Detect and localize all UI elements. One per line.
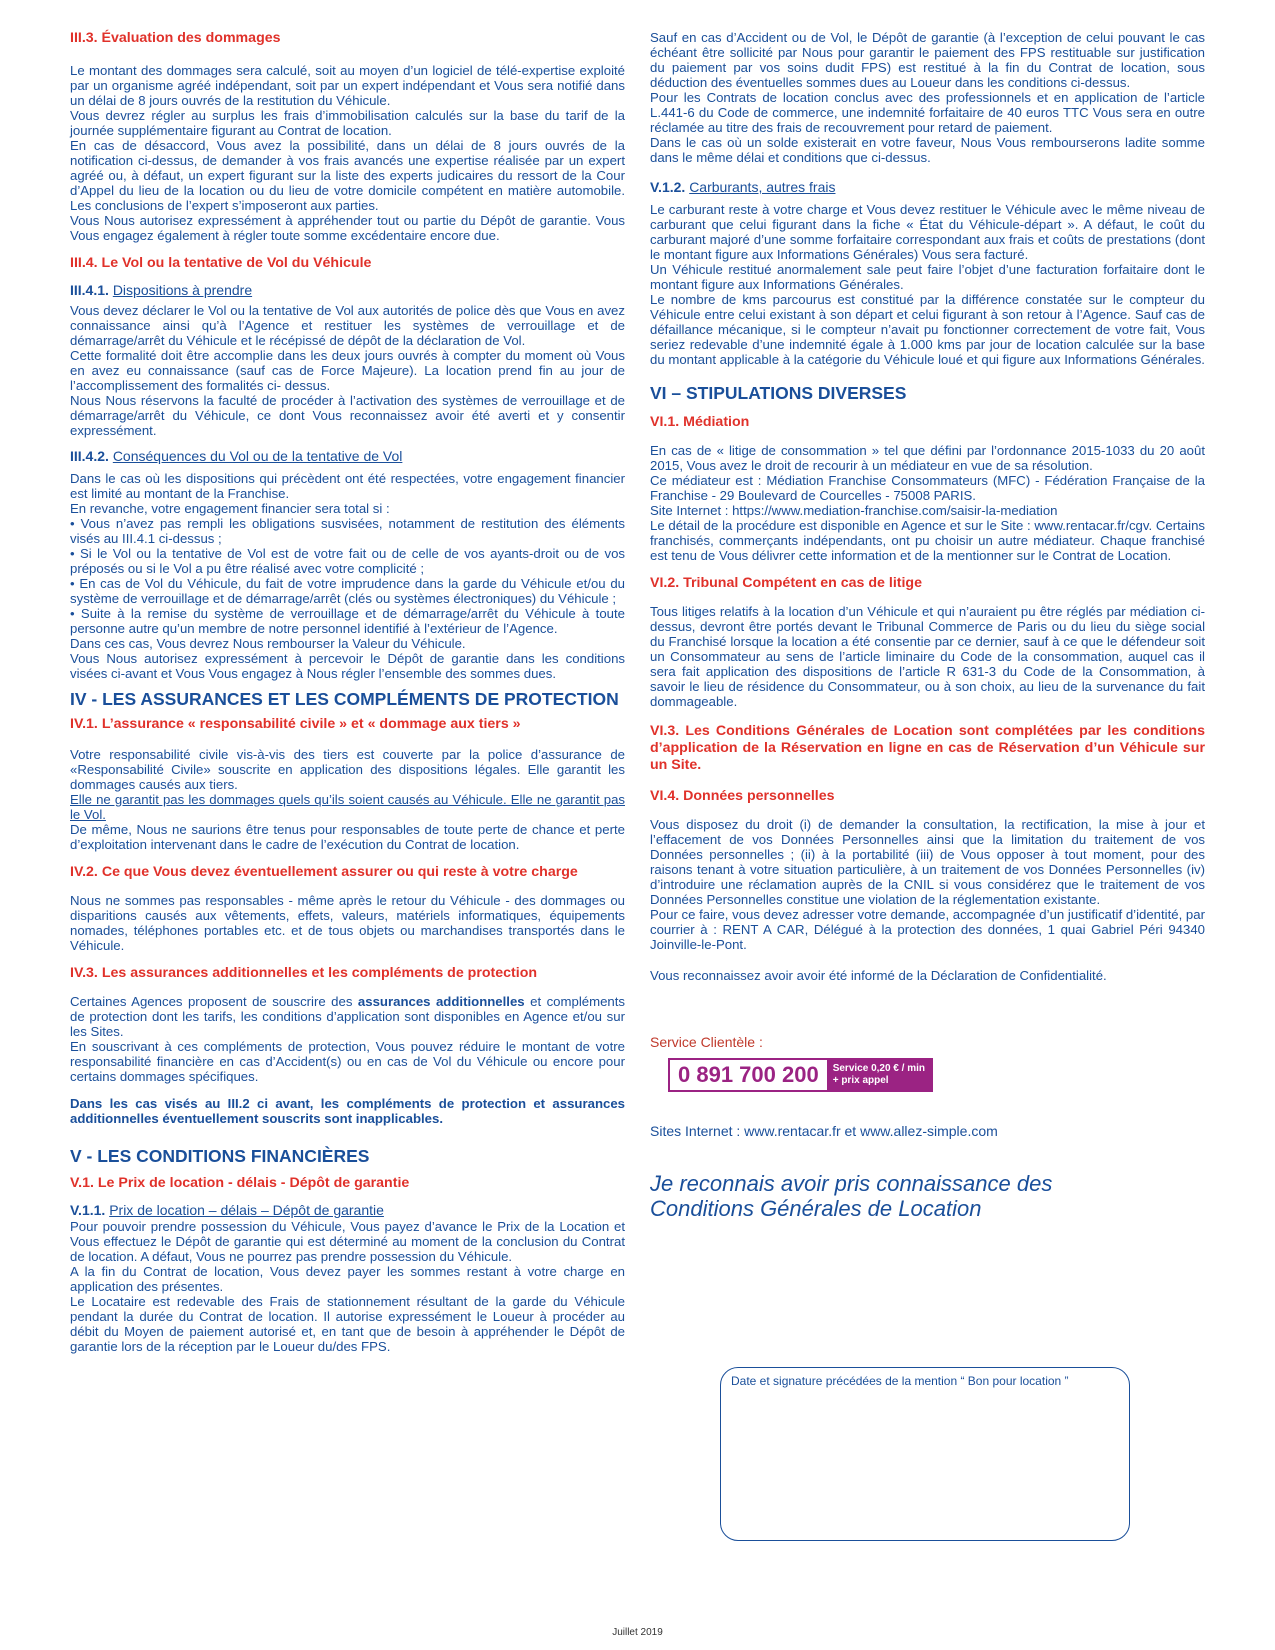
section-title-vi1: VI.1. Médiation: [650, 414, 750, 430]
paragraph: Ce médiateur est : Médiation Franchise Consommateurs (MFC) - Fédération Française de la Franchise - 29 Boulevard de Courcelles - 75008 PARIS.: [650, 473, 1205, 503]
left-column: [70, 30, 625, 1354]
paragraph: A la fin du Contrat de location, Vous devez payer les sommes restant à votre charge en application des présentes.: [70, 1264, 625, 1294]
paragraph: Pour les Contrats de location conclus avec des professionnels et en application de l’article L.441-6 du Code de commerce, une indemnité forfaitaire de 40 euros TTC Vous sera en outre réclamée au titre des frais de recouvrement pour retard de paiement.: [650, 90, 1205, 135]
subsection-title-v12: V.1.2. Carburants, autres frais: [650, 179, 836, 195]
list-item: • Si le Vol ou la tentative de Vol est de votre fait ou de celle de vos ayants-droit ou de vos préposés ou si le Vol a pu être réalisé avec votre complicité ;: [70, 546, 625, 576]
phone-rate: Service 0,20 € / min + prix appel: [827, 1060, 931, 1090]
list-item: • En cas de Vol du Véhicule, du fait de votre imprudence dans la garde du Véhicule et/ou du système de verrouillage et de démarrage/arrêt (clés ou systèmes électroniques) du Véhicule ;: [70, 576, 625, 606]
right-column: [650, 30, 1205, 1221]
confidentiality-text: Vous reconnaissez avoir avoir été informé de la Déclaration de Confidentialité.: [650, 968, 1107, 983]
section-title-v1: V.1. Le Prix de location - délais - Dépôt de garantie: [70, 1175, 410, 1191]
paragraph: Tous litiges relatifs à la location d’un Véhicule et qui n’auraient pu être réglés par médiation ci-dessus, devront être portés devant le Tribunal Commerce de Paris ou du lieu du siège social du Franchisé lorsque la location a été consentie par ce dernier, sauf à ce que le défendeur soit un Consommateur au sens de l’article liminaire du Code de la consommation, auquel cas il sera fait application des dispositions de l’article R 631-3 du Code de la Consommation, à savoir le lieu de résidence du Consommateur, ou à son choix, au lieu de la survenance du fait dommageable.: [650, 604, 1205, 709]
section-heading-iv: IV - LES ASSURANCES ET LES COMPLÉMENTS DE PROTECTION: [70, 689, 619, 709]
paragraph: Dans ces cas, Vous devrez Nous rembourser la Valeur du Véhicule.: [70, 636, 466, 651]
paragraph: De même, Nous ne saurions être tenus pour responsables de toute perte de chance et perte d’exploitation intervenant dans le cadre de l’exécution du Contrat de location.: [70, 822, 625, 852]
section-title-vi4: VI.4. Données personnelles: [650, 788, 835, 804]
paragraph: Nous Nous réservons la faculté de procéder à l’activation des systèmes de verrouillage et de démarrage/arrêt du Véhicule, ce dont Vous reconnaissez avoir été averti et y consentir expressément.: [70, 393, 625, 438]
service-label: Service Clientèle :: [650, 1034, 763, 1050]
signature-label: Date et signature précédées de la mention “ Bon pour location ”: [731, 1374, 1069, 1388]
paragraph: Le montant des dommages sera calculé, soit au moyen d’un logiciel de télé-expertise exploité par un organisme agréé indépendant, soit par un expert indépendant et Vous sera notifié dans un délai de 8 jours ouvrés de la restitution du Véhicule.: [70, 63, 625, 108]
list-item: • Vous n’avez pas rempli les obligations susvisées, notamment de restitution des éléments visés au III.4.1 ci-dessus ;: [70, 516, 625, 546]
paragraph: Le nombre de kms parcourus est constitué par la différence constatée sur le compteur du Véhicule entre celui existant à son départ et celui figurant à son retour à l’Agence. Sauf cas de défaillance mécanique, si le compteur n’avait pu fonctionner correctement de votre fait, Vous seriez redevable d’une indemnité égale à 1.000 kms par jour de location calculée sur la base du montant applicable à la catégorie du Véhicule loué et qui figure aux Informations Générales.: [650, 292, 1205, 367]
section-title-iii3: III.3. Évaluation des dommages: [70, 30, 281, 46]
subsection-title-iii41: III.4.1. Dispositions à prendre: [70, 282, 253, 298]
paragraph: Votre responsabilité civile vis-à-vis des tiers est couverte par la police d’assurance de «Responsabilité Civile» souscrite en application des dispositions légales. Elle garantit les dommages causés aux tiers.: [70, 747, 625, 792]
paragraph: Le détail de la procédure est disponible en Agence et sur le Site : www.rentacar.fr/cgv. Certains franchisés, commerçants indépendants, ont pu choisir un autre médiateur. Chaque franchisé est tenu de Vous délivrer cette information et de la mentionner sur le Contrat de Location.: [650, 518, 1205, 563]
subsection-title-v11: V.1.1. Prix de location – délais – Dépôt de garantie: [70, 1202, 384, 1218]
paragraph-bold: Dans les cas visés au III.2 ci avant, les compléments de protection et assurances additionnelles éventuellement souscrits sont inapplicables.: [70, 1096, 625, 1126]
section-heading-vi: VI – STIPULATIONS DIVERSES: [650, 383, 907, 403]
paragraph: Sauf en cas d’Accident ou de Vol, le Dépôt de garantie (à l’exception de celui pouvant le cas échéant être sollicité par Nous pour garantir le paiement des FPS restituable sur justification du paiement par vos soins dudit FPS) est restitué à la fin du Contrat de location, sous déduction des éventuelles sommes dues au Loueur dans les conditions ci-dessus.: [650, 30, 1205, 90]
paragraph: Vous devrez régler au surplus les frais d’immobilisation calculés sur la base du tarif de la journée supplémentaire figurant au Contrat de location.: [70, 108, 625, 138]
paragraph: Vous Nous autorisez expressément à appréhender tout ou partie du Dépôt de garantie. Vous Vous engagez également à régler toute somme excédentaire encore due.: [70, 213, 625, 243]
section-heading-v: V - LES CONDITIONS FINANCIÈRES: [70, 1146, 370, 1166]
paragraph: Dans le cas où les dispositions qui précèdent ont été respectées, votre engagement financier est limité au montant de la Franchise.: [70, 471, 625, 501]
section-title-iv2: IV.2. Ce que Vous devez éventuellement assurer ou qui reste à votre charge: [70, 864, 578, 880]
section-title-vi2: VI.2. Tribunal Compétent en cas de litige: [650, 575, 922, 591]
paragraph: Pour pouvoir prendre possession du Véhicule, Vous payez d’avance le Prix de la Location et Vous effectuez le Dépôt de garantie qui est déterminé au moment de la conclusion du Contrat de location. A défaut, Vous ne pourrez pas prendre possession du Véhicule.: [70, 1219, 625, 1264]
acknowledgement-line-2: Conditions Générales de Location: [650, 1196, 982, 1221]
paragraph: Site Internet : https://www.mediation-franchise.com/saisir-la-mediation: [650, 503, 1058, 518]
websites-text: Sites Internet : www.rentacar.fr et www.allez-simple.com: [650, 1123, 998, 1139]
acknowledgement-line-1: Je reconnais avoir pris connaissance des: [650, 1171, 1053, 1196]
paragraph: Un Véhicule restitué anormalement sale peut faire l’objet d’une facturation forfaitaire dont le montant figure aux Informations Générales.: [650, 262, 1205, 292]
paragraph: Vous Nous autorisez expressément à percevoir le Dépôt de garantie dans les conditions visées ci-avant et Vous Vous engagez à Nous régler l’ensemble des sommes dues.: [70, 651, 625, 681]
footer-date: Juillet 2019: [612, 1627, 663, 1638]
paragraph: Cette formalité doit être accomplie dans les deux jours ouvrés à compter du moment où Vous en avez eu connaissance (sauf cas de Force Majeure). La location prend fin au jour de l’accomplissement des formalités ci- dessus.: [70, 348, 625, 393]
section-title-iii4: III.4. Le Vol ou la tentative de Vol du Véhicule: [70, 255, 372, 271]
paragraph: Nous ne sommes pas responsables - même après le retour du Véhicule - des dommages ou disparitions causés aux vêtements, effets, valeurs, matériels informatiques, équipements nomades, téléphones portables etc. et de tous objets ou marchandises transportés dans le Véhicule.: [70, 893, 625, 953]
list-item: • Suite à la remise du système de verrouillage et de démarrage/arrêt du Véhicule à toute personne autre qu’un membre de notre personnel identifié à l’extérieur de l’Agence.: [70, 606, 625, 636]
section-title-iv1: IV.1. L’assurance « responsabilité civile » et « dommage aux tiers »: [70, 716, 521, 732]
customer-service-phone[interactable]: [668, 1058, 933, 1092]
paragraph: Certaines Agences proposent de souscrire des assurances additionnelles et compléments de protection dont les tarifs, les conditions d’application sont disponibles en Agence et/ou sur les Sites.: [70, 994, 625, 1039]
paragraph: Le Locataire est redevable des Frais de stationnement résultant de la garde du Véhicule pendant la durée du Contrat de location. Il autorise expressément le Loueur à procéder au débit du Moyen de paiement autorisé et, en tant que de besoin à appréhender le Dépôt de garantie lors de la réception par le Loueur du/des FPS.: [70, 1294, 625, 1354]
paragraph-underlined: Elle ne garantit pas les dommages quels qu’ils soient causés au Véhicule. Elle ne garantit pas le Vol.: [70, 792, 625, 822]
phone-number: 0 891 700 200: [670, 1060, 827, 1090]
paragraph: Le carburant reste à votre charge et Vous devez restituer le Véhicule avec le même niveau de carburant que celui figurant dans la fiche « État du Véhicule-départ ». A défaut, le coût du carburant majoré d’une somme forfaitaire correspondant aux frais et coûts de prestations (dont le montant figure aux Informations Générales) Vous sera facturé.: [650, 202, 1205, 262]
paragraph: Dans le cas où un solde existerait en votre faveur, Nous Vous rembourserons ladite somme dans le même délai et conditions que ci-dessus.: [650, 135, 1205, 165]
paragraph: En cas de désaccord, Vous avez la possibilité, dans un délai de 8 jours ouvrés de la notification ci-dessus, de demander à vos frais avancés une expertise réalisée par un expert agréé ou, à défaut, un expert figurant sur la liste des experts judicaires du ressort de la Cour d’Appel du lieu de la location ou du lieu de votre domicile compétent en matière automobile. Les conclusions de l’expert s’imposeront aux parties.: [70, 138, 625, 213]
paragraph: En revanche, votre engagement financier sera total si :: [70, 501, 390, 516]
section-title-iv3: IV.3. Les assurances additionnelles et les compléments de protection: [70, 965, 538, 981]
paragraph: Pour ce faire, vous devez adresser votre demande, accompagnée d’un justificatif d’identité, par courrier à : RENT A CAR, Délégué à la protection des données, 1 quai Gabriel Péri 94340 Joinville-le-Pont.: [650, 907, 1205, 952]
paragraph: Vous devez déclarer le Vol ou la tentative de Vol aux autorités de police dès que Vous en avez connaissance ainsi qu’à l’Agence et restituer les systèmes de verrouillage et de démarrage/arrêt du Véhicule et le récépissé de dépôt de la déclaration de Vol.: [70, 303, 625, 348]
paragraph: En cas de « litige de consommation » tel que défini par l’ordonnance 2015-1033 du 20 août 2015, Vous avez le droit de recourir à un médiateur en vue de sa résolution.: [650, 443, 1205, 473]
paragraph: En souscrivant à ces compléments de protection, Vous pouvez réduire le montant de votre responsabilité financière en cas d’Accident(s) ou en cas de Vol du Véhicule ou encore pour certains dommages spécifiques.: [70, 1039, 625, 1084]
subsection-title-iii42: III.4.2. Conséquences du Vol ou de la tentative de Vol: [70, 448, 403, 464]
signature-box[interactable]: [720, 1367, 1130, 1541]
paragraph: Vous disposez du droit (i) de demander la consultation, la rectification, la mise à jour et l’effacement de vos Données Personnelles ainsi que la limitation du traitement de vos Données personnelles ; (ii) à la portabilité (iii) de Vous opposer à tout moment, pour des raisons tenant à votre situation particulière, à un traitement de vos Données Personnelles (iv) d’introduire une réclamation auprès de la CNIL si vous considérez que le traitement de vos Données Personnelles constitue une violation de la réglementation existante.: [650, 817, 1205, 907]
section-title-vi3: VI.3. Les Conditions Générales de Location sont complétées par les conditions d’application de la Réservation en ligne en cas de Réservation d’un Véhicule sur un Site.: [650, 723, 1205, 773]
